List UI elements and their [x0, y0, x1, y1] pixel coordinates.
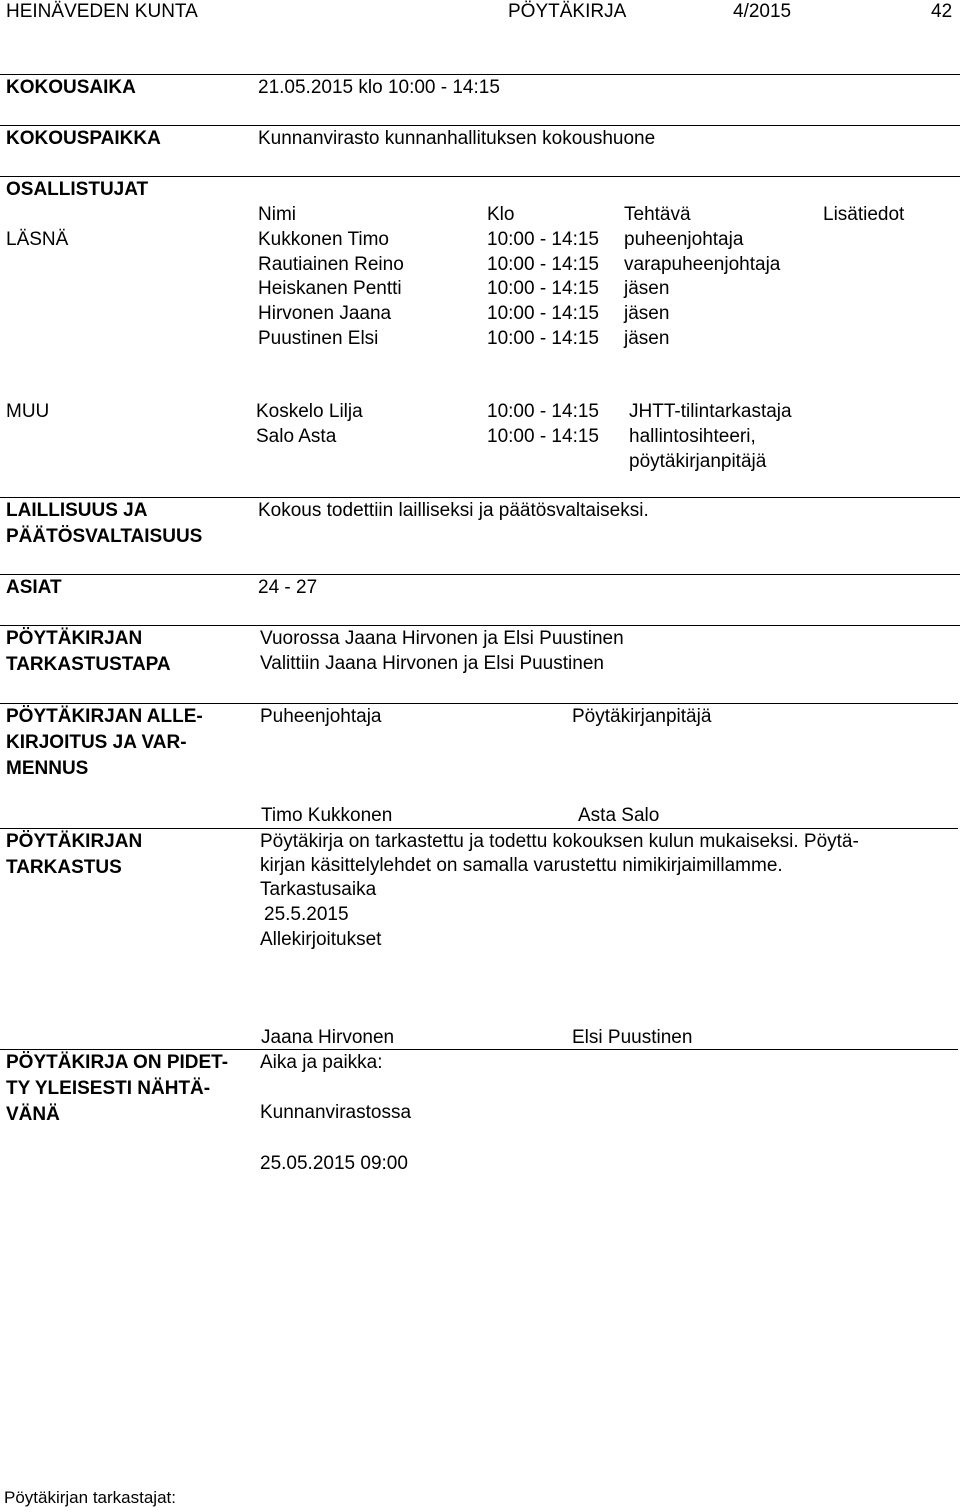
review-method-line: Vuorossa Jaana Hirvonen ja Elsi Puustinen — [260, 628, 624, 649]
meeting-time-label: KOKOUSAIKA — [6, 77, 136, 98]
chair-signature-name: Timo Kukkonen — [261, 805, 393, 826]
signing-label-continued: MENNUS — [6, 758, 89, 779]
present-label: LÄSNÄ — [6, 229, 69, 250]
participant-name: Heiskanen Pentti — [258, 278, 402, 299]
participant-time: 10:00 - 14:15 — [487, 401, 599, 422]
participant-role: jäsen — [624, 328, 670, 349]
page-number: 42 — [931, 1, 953, 22]
matters-value: 24 - 27 — [258, 577, 318, 598]
meeting-place-value: Kunnanvirasto kunnanhallituksen kokoushuone — [258, 128, 656, 149]
secretary-title: Pöytäkirjanpitäjä — [572, 706, 712, 727]
meeting-time-value: 21.05.2015 klo 10:00 - 14:15 — [258, 77, 500, 98]
column-header-time: Klo — [487, 204, 515, 225]
signing-label: PÖYTÄKIRJAN ALLE- — [6, 706, 203, 727]
participant-role: JHTT-tilintarkastaja — [629, 401, 792, 422]
review-method-line: Valittiin Jaana Hirvonen ja Elsi Puustinen — [260, 653, 604, 674]
reviewer-signature-name: Jaana Hirvonen — [261, 1027, 395, 1048]
signatures-label: Allekirjoitukset — [260, 929, 382, 950]
participant-time: 10:00 - 14:15 — [487, 426, 599, 447]
chair-title: Puheenjohtaja — [260, 706, 382, 727]
participant-role: varapuheenjohtaja — [624, 254, 781, 275]
document-number: 4/2015 — [733, 1, 792, 22]
section-divider — [0, 625, 960, 626]
participant-name: Salo Asta — [256, 426, 337, 447]
section-divider — [0, 125, 960, 126]
review-label: PÖYTÄKIRJAN — [6, 831, 143, 852]
review-label-continued: TARKASTUS — [6, 857, 122, 878]
document-type: PÖYTÄKIRJA — [508, 1, 627, 22]
review-time-label: Tarkastusaika — [260, 879, 377, 900]
public-display-label-continued: VÄNÄ — [6, 1104, 60, 1125]
participant-time: 10:00 - 14:15 — [487, 254, 599, 275]
public-display-label-continued: TY YLEISESTI NÄHTÄ- — [6, 1078, 211, 1099]
participant-time: 10:00 - 14:15 — [487, 278, 599, 299]
participant-name: Rautiainen Reino — [258, 254, 404, 275]
section-divider — [0, 176, 960, 177]
participant-role: hallintosihteeri, — [629, 426, 756, 447]
quorum-label: LAILLISUUS JA — [6, 500, 148, 521]
secretary-signature-name: Asta Salo — [578, 805, 660, 826]
participant-time: 10:00 - 14:15 — [487, 229, 599, 250]
reviewer-signature-name: Elsi Puustinen — [572, 1027, 693, 1048]
public-display-datetime: 25.05.2015 09:00 — [260, 1153, 408, 1174]
section-divider — [0, 1049, 958, 1050]
section-divider — [0, 74, 960, 75]
participant-name: Koskelo Lilja — [256, 401, 363, 422]
section-divider — [0, 574, 960, 575]
review-method-label: PÖYTÄKIRJAN — [6, 628, 143, 649]
participants-label: OSALLISTUJAT — [6, 179, 149, 200]
reviewers-footer-label: Pöytäkirjan tarkastajat: — [4, 1488, 176, 1507]
participant-role: puheenjohtaja — [624, 229, 744, 250]
public-display-label: PÖYTÄKIRJA ON PIDET- — [6, 1052, 229, 1073]
participant-name: Kukkonen Timo — [258, 229, 389, 250]
review-method-label-continued: TARKASTUSTAPA — [6, 654, 171, 675]
participant-role: jäsen — [624, 278, 670, 299]
column-header-extra: Lisätiedot — [823, 204, 905, 225]
review-text: Pöytäkirja on tarkastettu ja todettu kokouksen kulun mukaiseksi. Pöytä- — [260, 831, 859, 852]
review-text-continued: kirjan käsittelylehdet on samalla varustettu nimikirjaimillamme. — [260, 855, 783, 876]
signing-label-continued: KIRJOITUS JA VAR- — [6, 732, 187, 753]
participant-time: 10:00 - 14:15 — [487, 303, 599, 324]
review-date: 25.5.2015 — [264, 904, 349, 925]
meeting-place-label: KOKOUSPAIKKA — [6, 128, 161, 149]
public-display-place: Kunnanvirastossa — [260, 1102, 412, 1123]
section-divider — [0, 497, 960, 498]
participant-role: jäsen — [624, 303, 670, 324]
quorum-text: Kokous todettiin lailliseksi ja päätösvaltaiseksi. — [258, 500, 649, 521]
other-participants-label: MUU — [6, 401, 50, 422]
participant-name: Hirvonen Jaana — [258, 303, 392, 324]
quorum-label-continued: PÄÄTÖSVALTAISUUS — [6, 526, 203, 547]
public-display-place-label: Aika ja paikka: — [260, 1052, 383, 1073]
participant-role-continued: pöytäkirjanpitäjä — [629, 451, 767, 472]
municipality-name: HEINÄVEDEN KUNTA — [6, 1, 198, 22]
section-divider — [0, 703, 958, 704]
participant-name: Puustinen Elsi — [258, 328, 379, 349]
column-header-name: Nimi — [258, 204, 296, 225]
matters-label: ASIAT — [6, 577, 62, 598]
section-divider — [0, 828, 958, 829]
participant-time: 10:00 - 14:15 — [487, 328, 599, 349]
column-header-role: Tehtävä — [624, 204, 691, 225]
